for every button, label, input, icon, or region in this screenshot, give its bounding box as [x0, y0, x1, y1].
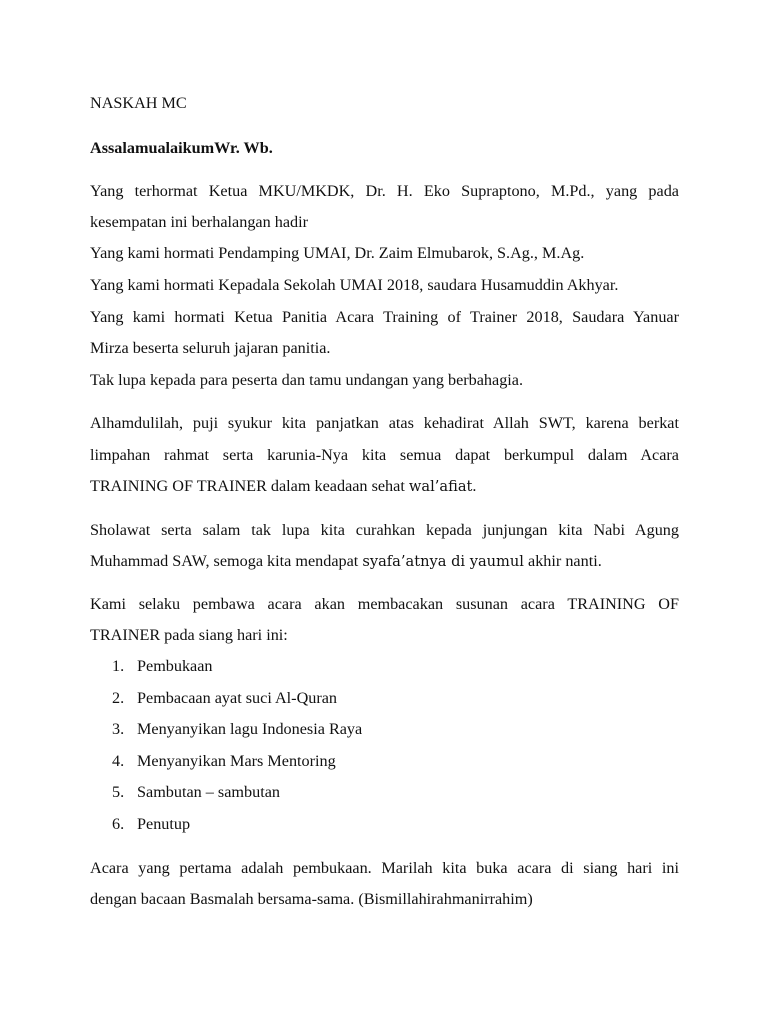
paragraph-line: Yang kami hormati Kepadala Sekolah UMAI 2018, saudara Husamuddin Akhyar.	[90, 276, 619, 294]
text-run: akhir nanti.	[523, 552, 602, 570]
list-number: 6.	[112, 815, 125, 833]
text-run: Muhammad SAW, semoga kita mendapat	[90, 552, 363, 570]
text-run: .	[472, 477, 477, 495]
paragraph-line: Kami selaku pembawa acara akan membacakan susunan acara TRAINING OF	[90, 595, 679, 613]
paragraph-line: Yang kami hormati Ketua Panitia Acara Training of Trainer 2018, Saudara Yanuar	[90, 308, 679, 326]
paragraph-line: Yang terhormat Ketua MKU/MKDK, Dr. H. Eko Supraptono, M.Pd., yang pada	[90, 182, 679, 200]
list-text: Sambutan – sambutan	[137, 783, 280, 801]
emphasized-term: syafa’atnya di yaumul	[362, 553, 524, 570]
paragraph-line: Acara yang pertama adalah pembukaan. Marilah kita buka acara di siang hari ini	[90, 859, 679, 877]
paragraph-line: dengan bacaan Basmalah bersama-sama. (Bismillahirahmanirrahim)	[90, 890, 533, 908]
paragraph-line: Tak lupa kepada para peserta dan tamu undangan yang berbahagia.	[90, 371, 524, 389]
paragraph-line	[90, 551, 679, 572]
list-number: 3.	[112, 720, 125, 738]
greeting: AssalamualaikumWr. Wb.	[90, 139, 273, 157]
paragraph-line: Mirza beserta seluruh jajaran panitia.	[90, 339, 331, 357]
paragraph-line	[90, 476, 679, 497]
list-number: 4.	[112, 752, 125, 770]
list-number: 1.	[112, 657, 125, 675]
paragraph-line: kesempatan ini berhalangan hadir	[90, 213, 308, 231]
list-text: Pembacaan ayat suci Al-Quran	[137, 689, 338, 707]
text-run: TRAINING OF TRAINER dalam keadaan sehat	[90, 477, 409, 495]
list-text: Menyanyikan Mars Mentoring	[137, 752, 336, 770]
emphasized-term: wal’afiat	[408, 478, 473, 495]
list-text: Pembukaan	[137, 657, 213, 675]
list-text: Penutup	[137, 815, 191, 833]
paragraph-line: Alhamdulilah, puji syukur kita panjatkan atas kehadirat Allah SWT, karena berkat	[90, 414, 679, 432]
list-number: 5.	[112, 783, 125, 801]
paragraph-line: Sholawat serta salam tak lupa kita curahkan kepada junjungan kita Nabi Agung	[90, 521, 679, 539]
list-number: 2.	[112, 689, 125, 707]
paragraph-line: limpahan rahmat serta karunia-Nya kita semua dapat berkumpul dalam Acara	[90, 446, 679, 464]
document-title: NASKAH MC	[90, 94, 187, 112]
list-text: Menyanyikan lagu Indonesia Raya	[137, 720, 363, 738]
paragraph-line: TRAINER pada siang hari ini:	[90, 626, 288, 644]
paragraph-line: Yang kami hormati Pendamping UMAI, Dr. Zaim Elmubarok, S.Ag., M.Ag.	[90, 244, 585, 262]
